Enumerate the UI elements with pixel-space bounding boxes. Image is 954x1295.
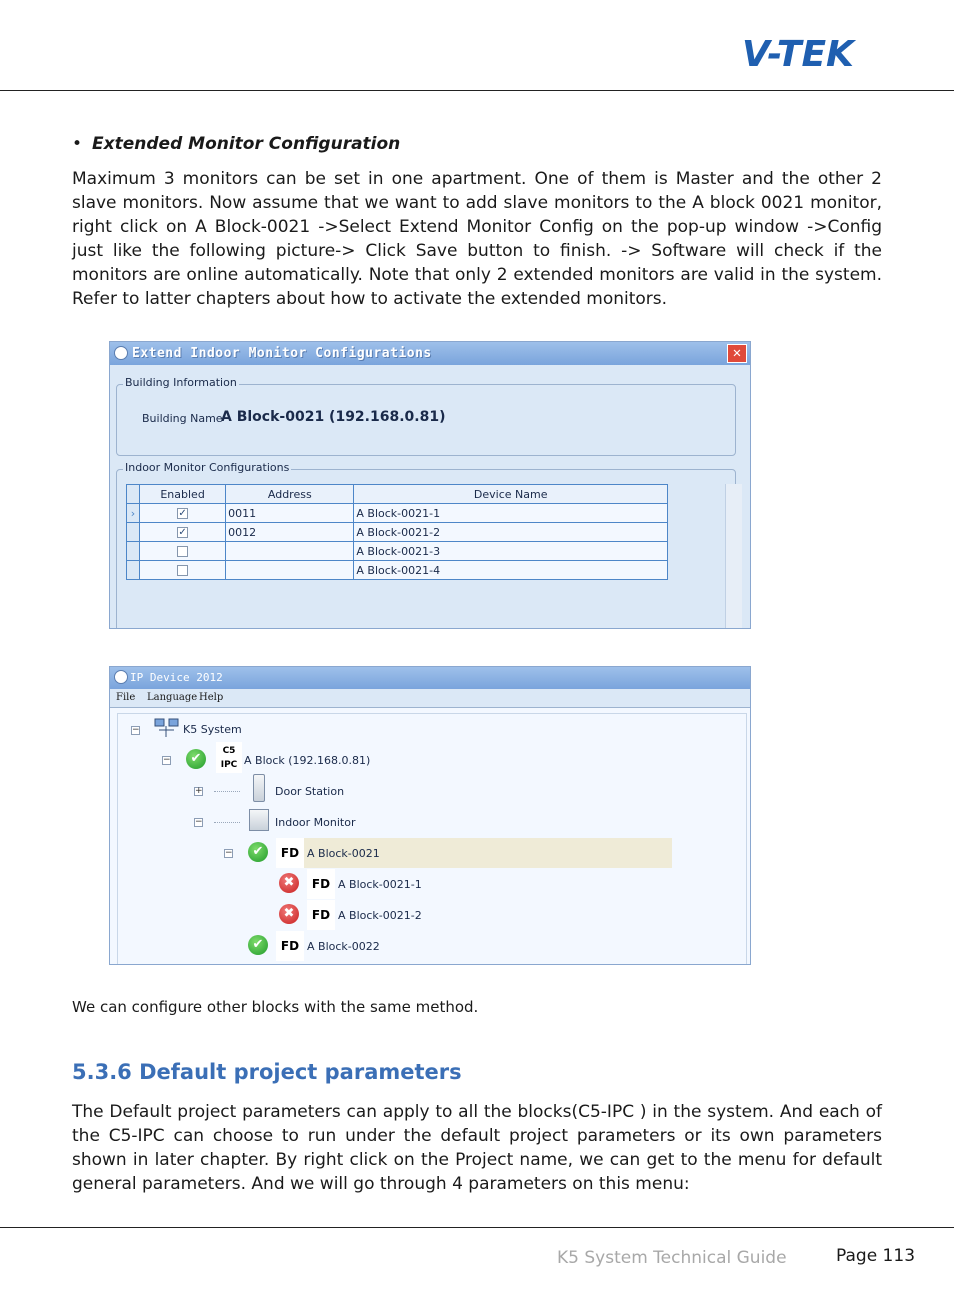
intro-paragraph: Maximum 3 monitors can be set in one apartment. One of them is Master and the other 2 slave monitors. Now assume that we want to add slave monitors to the A block 0021 monitor, right click on A Block-0021 ->Select Extend Monitor Config on the pop-up window ->Config just like the following picture-> Click Save button to finish. -> Software will check if the monitors are online automatically. Note that only 2 extended monitors are valid in the system. Refer to latter chapters about how to activate the extended monitors.	[72, 169, 882, 309]
tree-node-monitor[interactable]: A Block-0021-1	[338, 878, 422, 891]
fd-badge: FD	[276, 838, 304, 868]
close-button[interactable]: ✕	[727, 344, 747, 363]
footer-guide-title: K5 System Technical Guide	[557, 1248, 787, 1268]
enabled-checkbox[interactable]: ✓	[178, 527, 187, 538]
footer-rule	[0, 1227, 954, 1228]
row-indicator[interactable]	[127, 542, 140, 561]
bullet-heading	[72, 134, 400, 154]
badge-line-1: C5	[222, 746, 236, 756]
online-check-icon: ✔	[248, 935, 268, 955]
grid-row[interactable]	[127, 561, 668, 580]
grid-row[interactable]	[127, 542, 668, 561]
collapse-toggle-root[interactable]: −	[132, 725, 140, 735]
address-cell[interactable]: 0011	[226, 504, 354, 523]
c5-ipc-badge	[216, 742, 242, 773]
network-icon	[154, 718, 180, 738]
grid-corner	[127, 485, 140, 504]
menu-file[interactable]: File	[116, 692, 136, 703]
collapse-toggle-block[interactable]: −	[163, 755, 171, 765]
enabled-checkbox[interactable]: ✓	[178, 508, 187, 519]
tree-node-monitor[interactable]: A Block-0022	[307, 940, 380, 953]
section-paragraph: The Default project parameters can apply to all the blocks(C5-IPC ) in the system. And each of the C5-IPC can choose to run under the default project parameters or its own parameters shown in later chapter. By right click on the Project name, we can get to the menu for default general parameters. And we will go through 4 parameters on this menu:	[72, 1102, 882, 1194]
column-device-name[interactable]: Device Name	[354, 485, 668, 504]
fd-badge: FD	[276, 931, 304, 961]
tree-node-block[interactable]: A Block (192.168.0.81)	[244, 754, 371, 767]
extend-monitor-dialog	[109, 341, 751, 629]
device-name-cell[interactable]: A Block-0021-2	[354, 523, 668, 542]
offline-error-icon: ✖	[279, 904, 299, 924]
monitor-grid	[126, 484, 668, 580]
address-cell[interactable]	[226, 542, 354, 561]
grid-scrollbar[interactable]	[725, 484, 742, 629]
device-name-cell[interactable]: A Block-0021-3	[354, 542, 668, 561]
expand-toggle-door-station[interactable]: +	[195, 786, 203, 796]
online-check-icon: ✔	[186, 749, 206, 769]
grid-row[interactable]	[127, 504, 668, 523]
tree-node-indoor-monitor[interactable]: Indoor Monitor	[275, 816, 356, 829]
enabled-cell	[140, 504, 226, 523]
footer-page-number: Page 113	[836, 1246, 916, 1266]
indoor-monitor-icon	[249, 809, 269, 831]
tree-node-monitor[interactable]: A Block-0021	[307, 847, 380, 860]
section-heading: 5.3.6 Default project parameters	[72, 1060, 462, 1084]
column-enabled[interactable]: Enabled	[140, 485, 226, 504]
app-titlebar	[110, 667, 750, 689]
ip-device-window	[109, 666, 751, 965]
bullet-title: Extended Monitor Configuration	[92, 134, 401, 154]
app-icon	[114, 670, 128, 684]
header-rule	[0, 90, 954, 91]
online-check-icon: ✔	[248, 842, 268, 862]
fd-badge: FD	[307, 869, 335, 899]
enabled-checkbox[interactable]	[177, 546, 188, 557]
badge-line-2: IPC	[220, 760, 238, 770]
building-info-legend: Building Information	[125, 376, 237, 389]
note-text: We can configure other blocks with the same method.	[72, 998, 479, 1016]
tree-node-monitor[interactable]: A Block-0021-2	[338, 909, 422, 922]
device-name-cell[interactable]: A Block-0021-4	[354, 561, 668, 580]
row-indicator[interactable]	[127, 561, 140, 580]
grid-header-row	[127, 485, 668, 504]
menu-help[interactable]: Help	[199, 692, 224, 703]
row-indicator[interactable]	[127, 523, 140, 542]
tree-node-door-station[interactable]: Door Station	[275, 785, 345, 798]
svg-text:V-TEK: V-TEK	[742, 34, 854, 74]
door-station-icon	[253, 774, 265, 802]
menu-language[interactable]: Language	[147, 692, 198, 703]
enabled-cell	[140, 542, 226, 561]
monitor-config-legend: Indoor Monitor Configurations	[125, 461, 290, 474]
dialog-title: Extend Indoor Monitor Configurations	[132, 346, 432, 361]
menu-bar	[110, 689, 750, 708]
tree-connector	[214, 822, 240, 824]
enabled-cell	[140, 523, 226, 542]
enabled-checkbox[interactable]	[177, 565, 188, 576]
row-indicator[interactable]: ›	[127, 504, 140, 523]
app-title: IP Device 2012	[130, 671, 223, 684]
address-cell[interactable]: 0012	[226, 523, 354, 542]
enabled-cell	[140, 561, 226, 580]
dialog-titlebar	[110, 342, 750, 365]
device-tree	[117, 713, 747, 965]
column-address[interactable]: Address	[226, 485, 354, 504]
device-name-cell[interactable]: A Block-0021-1	[354, 504, 668, 523]
bullet-symbol: •	[72, 134, 83, 154]
grid-row[interactable]	[127, 523, 668, 542]
building-name-label: Building Name	[142, 412, 223, 425]
tree-connector	[214, 791, 240, 793]
building-name-value: A Block-0021 (192.168.0.81)	[221, 409, 446, 425]
collapse-toggle-monitor-0021[interactable]: −	[225, 848, 233, 858]
fd-badge: FD	[307, 900, 335, 930]
offline-error-icon: ✖	[279, 873, 299, 893]
tree-node-root[interactable]: K5 System	[183, 723, 242, 736]
collapse-toggle-indoor-monitor[interactable]: −	[195, 817, 203, 827]
address-cell[interactable]	[226, 561, 354, 580]
app-icon	[114, 346, 128, 360]
v-tek-logo	[742, 34, 882, 74]
